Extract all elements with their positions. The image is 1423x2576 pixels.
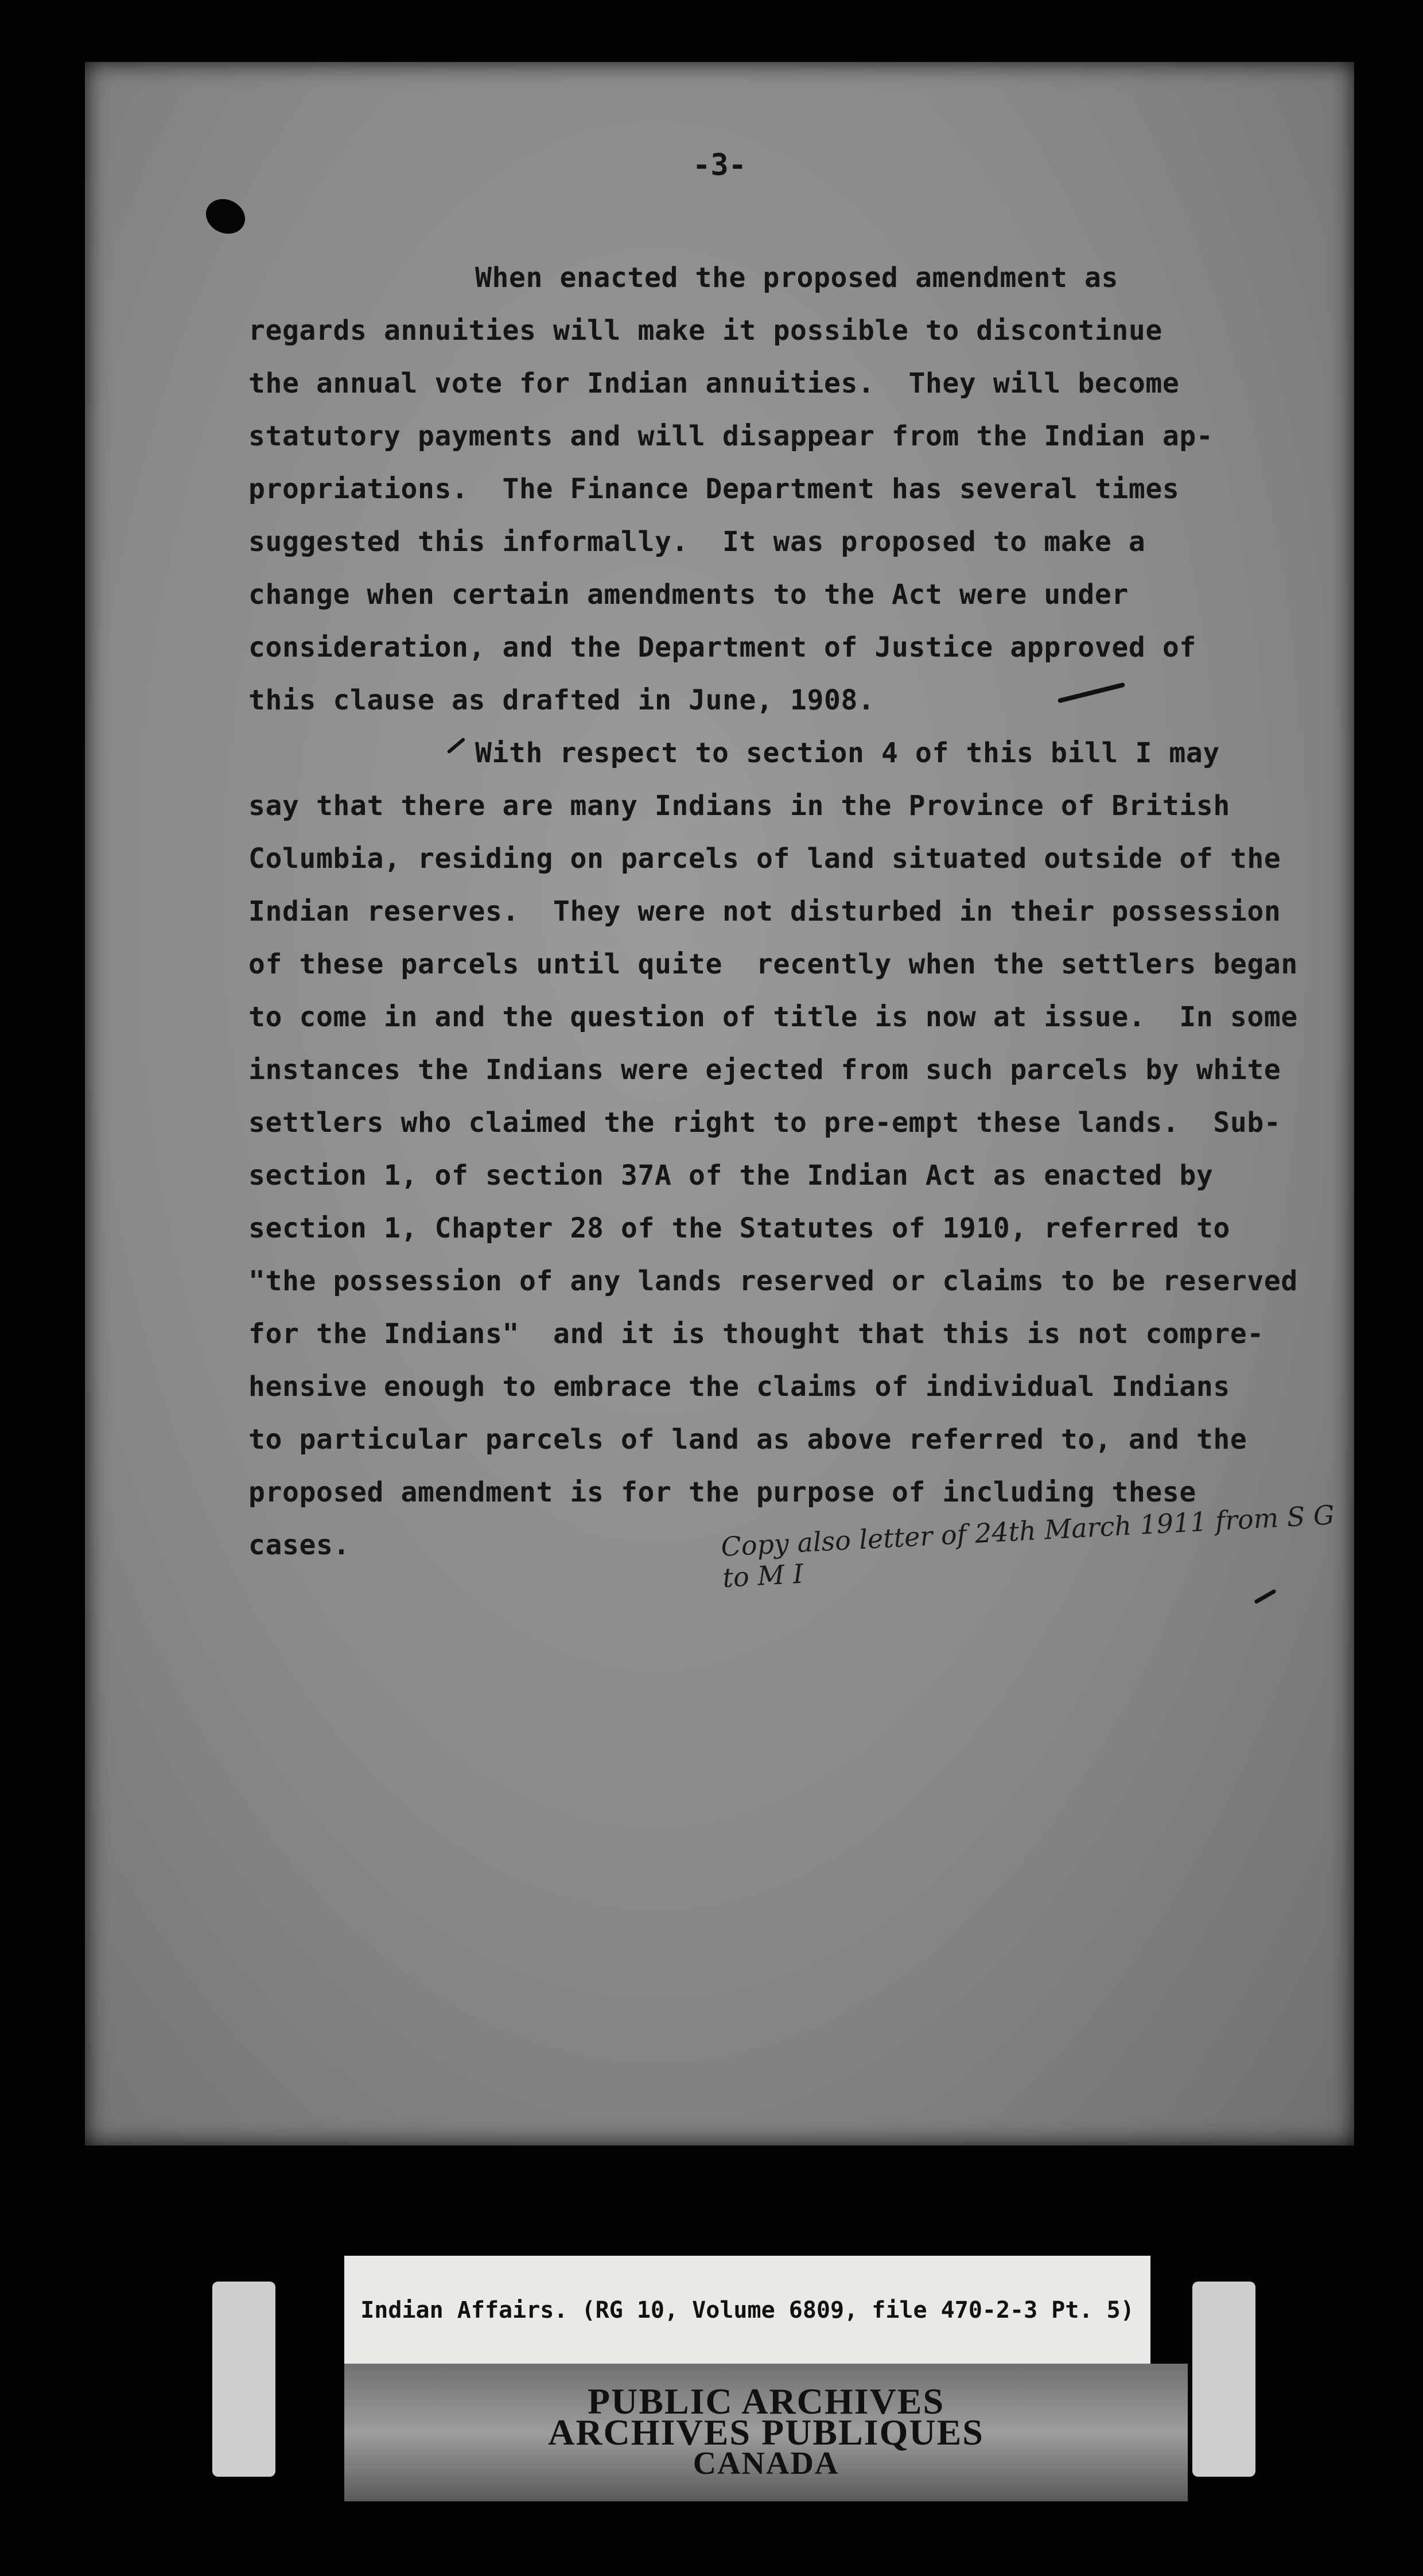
stamp-line: ARCHIVES PUBLIQUES bbox=[548, 2412, 984, 2453]
text-line: settlers who claimed the right to pre-empt these lands. Sub- bbox=[248, 1107, 1281, 1139]
document-page bbox=[85, 62, 1354, 2146]
archive-reference-text: Indian Affairs. (RG 10, Volume 6809, file 470-2-3 Pt. 5) bbox=[360, 2297, 1134, 2323]
letter-body bbox=[248, 251, 1339, 1572]
text-line: change when certain amendments to the Act were under bbox=[248, 579, 1129, 611]
text-line: the annual vote for Indian annuities. They will become bbox=[248, 367, 1180, 399]
text-line: statutory payments and will disappear from the Indian ap- bbox=[248, 420, 1214, 452]
text-line: suggested this informally. It was proposed to make a bbox=[248, 526, 1146, 558]
text-line: When enacted the proposed amendment as bbox=[475, 262, 1118, 294]
archives-stamp bbox=[344, 2364, 1188, 2501]
text-line: cases. bbox=[248, 1529, 350, 1561]
text-line: instances the Indians were ejected from such parcels by white bbox=[248, 1054, 1281, 1086]
text-line: for the Indians" and it is thought that this is not compre- bbox=[248, 1318, 1264, 1350]
text-line: Columbia, residing on parcels of land situated outside of the bbox=[248, 843, 1281, 875]
archive-reference-label bbox=[344, 2256, 1150, 2365]
text-line: this clause as drafted in June, 1908. bbox=[248, 684, 875, 716]
paragraph-section-4 bbox=[248, 727, 1339, 1572]
text-line: propriations. The Finance Department has several times bbox=[248, 473, 1180, 505]
page-number: -3- bbox=[693, 148, 747, 183]
text-line: of these parcels until quite recently when the settlers began bbox=[248, 948, 1298, 980]
pen-tick-mark bbox=[1254, 1589, 1277, 1604]
text-line: With respect to section 4 of this bill I may bbox=[475, 737, 1220, 769]
text-line: Indian reserves. They were not disturbed in their possession bbox=[248, 895, 1281, 928]
text-line: "the possession of any lands reserved or claims to be reserved bbox=[248, 1265, 1298, 1297]
text-line: regards annuities will make it possible to discontinue bbox=[248, 315, 1162, 347]
text-line: to come in and the question of title is now at issue. In some bbox=[248, 1001, 1298, 1033]
text-line: to particular parcels of land as above referred to, and the bbox=[248, 1423, 1247, 1456]
text-line: consideration, and the Department of Justice approved of bbox=[248, 631, 1196, 664]
stamp-line: CANADA bbox=[693, 2446, 839, 2481]
stamp-line: PUBLIC ARCHIVES bbox=[587, 2381, 945, 2422]
punch-hole-mark bbox=[200, 193, 251, 240]
text-line: proposed amendment is for the purpose of including these bbox=[248, 1476, 1196, 1508]
paragraph-annuities bbox=[248, 251, 1339, 727]
text-line: section 1, of section 37A of the Indian Act as enacted by bbox=[248, 1159, 1214, 1192]
handwritten-note: Copy also letter of 24th March 1911 from S G to M I bbox=[720, 1499, 1335, 1593]
text-line: hensive enough to embrace the claims of individual Indians bbox=[248, 1371, 1230, 1403]
text-line: section 1, Chapter 28 of the Statutes of 1910, referred to bbox=[248, 1212, 1230, 1244]
film-tab-right bbox=[1192, 2282, 1255, 2477]
film-tab-left bbox=[212, 2282, 275, 2477]
text-line: say that there are many Indians in the Province of British bbox=[248, 790, 1230, 822]
